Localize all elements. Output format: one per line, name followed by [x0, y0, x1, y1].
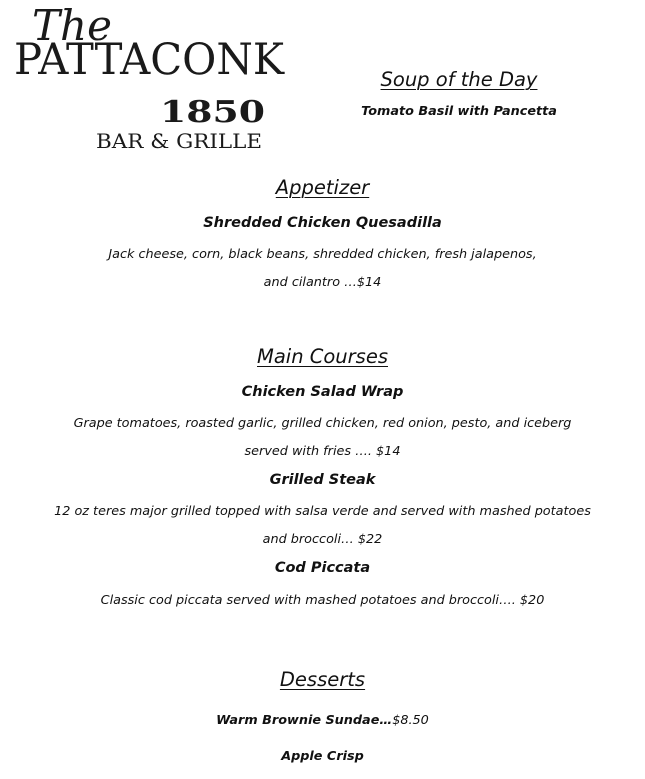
main-item-desc-line1: 12 oz teres major grilled topped with salsa verde and served with mashed potatoes — [54, 504, 591, 519]
appetizer-item-desc-line2: and cilantro …$14 — [263, 275, 382, 290]
main-item-name: Cod Piccata — [274, 560, 371, 576]
appetizer-heading: Appetizer — [275, 176, 370, 199]
main-item-desc-line2: and broccoli… $22 — [262, 532, 383, 547]
soup-heading: Soup of the Day — [380, 68, 538, 91]
appetizer-item-name: Shredded Chicken Quesadilla — [203, 215, 442, 231]
logo-subtitle: BAR & GRILLE — [96, 129, 262, 152]
dessert-item-name: Warm Brownie Sundae… — [216, 713, 393, 728]
desserts-heading: Desserts — [279, 668, 366, 691]
main-courses-heading: Main Courses — [257, 345, 388, 368]
logo-year: 1850 — [160, 95, 265, 130]
main-item-desc-line2: served with fries …. $14 — [244, 444, 401, 459]
main-item-name: Chicken Salad Wrap — [241, 384, 404, 400]
soup-item: Tomato Basil with Pancetta — [361, 104, 557, 119]
main-item-desc-line1: Classic cod piccata served with mashed potatoes and broccoli…. $20 — [100, 593, 545, 608]
dessert-item-name: Apple Crisp — [281, 749, 364, 764]
restaurant-logo — [10, 2, 285, 152]
main-item-name: Grilled Steak — [269, 472, 376, 488]
logo-the: The — [32, 2, 112, 50]
appetizer-item-desc-line1: Jack cheese, corn, black beans, shredded chicken, fresh jalapenos, — [108, 247, 537, 262]
dessert-item-price: $8.50 — [392, 713, 429, 728]
logo-name: PATTACONK — [14, 33, 285, 85]
main-item-desc-line1: Grape tomatoes, roasted garlic, grilled chicken, red onion, pesto, and iceberg — [73, 416, 572, 431]
dessert-item — [0, 713, 645, 728]
